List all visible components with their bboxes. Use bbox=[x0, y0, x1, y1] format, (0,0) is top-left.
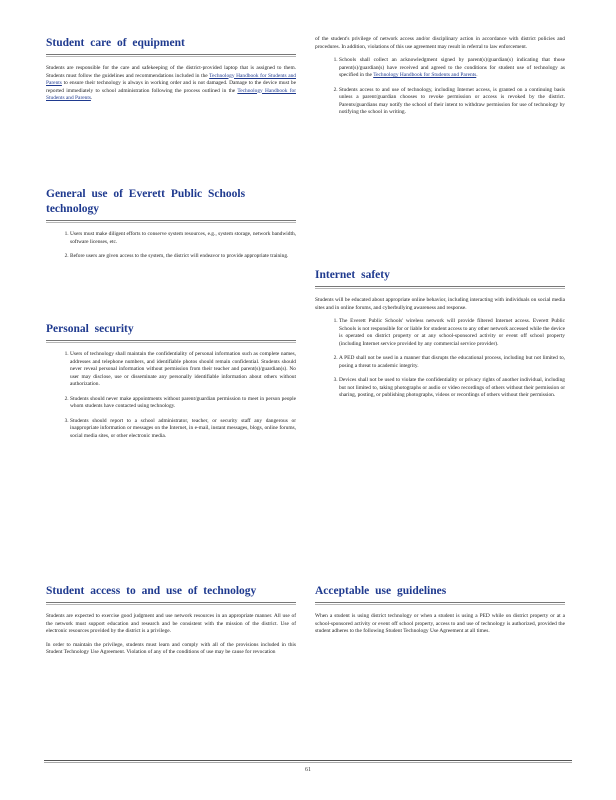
list-item: 3. Devices shall not be used to violate the confidentiality or privacy rights of another individual, including but not limited to, taking photographs or audio or video recordings of others without their permission or sharing, posting, or publishing photographs, videos or recordings of others without their permission. bbox=[339, 377, 565, 400]
section-student-access bbox=[46, 584, 296, 663]
section-continued bbox=[315, 36, 565, 124]
list-item: 2. Students access to and use of technology, including Internet access, is granted on a continuing basis unless a parent/guardian chooses to revoke permission or access is revoked by the district. Parents/guardians may notify the school of their intent to withdraw permission for use of technology by notifying the school in writing. bbox=[339, 87, 565, 117]
general-use-list bbox=[46, 231, 296, 261]
technology-handbook-link-3[interactable]: Technology Handbook for Students and Parents bbox=[373, 72, 477, 78]
list-item: 2. Students should never make appointments without parent/guardian permission to meet in person people whom students have contacted using technology. bbox=[70, 396, 296, 411]
section-personal-security bbox=[46, 322, 296, 447]
section-acceptable-use bbox=[315, 584, 565, 642]
heading-rule-light bbox=[46, 56, 296, 57]
heading-care-of-equipment: Student care of equipment bbox=[46, 37, 185, 49]
internet-safety-list bbox=[315, 318, 565, 400]
care-paragraph: Students are responsible for the care and safekeeping of the district-provided laptop that is assigned to them. Students must follow the guidelines and recommendations included in the Technology Handbook for Students and Parents to ensure their technology is always in working order and is not damaged. Damage to the device must be reported immediately to school administration following the process outlined in the Technology Handbook for Students and Parents. bbox=[46, 65, 296, 101]
heading-rule bbox=[46, 220, 296, 221]
heading-rule bbox=[315, 286, 565, 287]
heading-student-access: Student access to and use of technology bbox=[46, 585, 257, 597]
heading-personal-security: Personal security bbox=[46, 323, 134, 335]
list-item: 1. Users of technology shall maintain the confidentiality of personal information such as complete names, addresses and telephone numbers, and identifiable photos should remain confidential. Students should never reveal personal information without permission from their teacher and parent(s)/guardian(s). No user may disclose, use or disseminate any personally identifiable information about others without authorization. bbox=[70, 351, 296, 389]
heading-rule bbox=[46, 602, 296, 603]
page-number: 61 bbox=[305, 767, 311, 773]
heading-rule-light bbox=[46, 342, 296, 343]
heading-rule-light bbox=[315, 604, 565, 605]
continued-paragraph: of the student's privilege of network access and/or disciplinary action in accordance with district policies and procedures. In addition, violations of this use agreement may result in referral to law enforcement. bbox=[315, 36, 565, 50]
personal-security-list bbox=[46, 351, 296, 440]
acceptable-use-paragraph: When a student is using district technology or when a student is using a PED while on district property or at a school-sponsored activity or event off school property, access to and use of technology is authorized, provided the student adheres to the following Student Technology Use Agreement at all times. bbox=[315, 613, 565, 634]
footer-rule-light bbox=[44, 762, 572, 763]
heading-rule bbox=[46, 54, 296, 55]
heading-rule bbox=[315, 602, 565, 603]
heading-general-use: General use of Everett Public Schools technology bbox=[46, 188, 246, 215]
acknowledgment-list bbox=[315, 57, 565, 117]
heading-internet-safety: Internet safety bbox=[315, 269, 390, 281]
footer-rule bbox=[44, 760, 572, 761]
heading-rule-light bbox=[315, 288, 565, 289]
section-internet-safety bbox=[315, 268, 565, 407]
section-care-of-equipment bbox=[46, 36, 296, 109]
section-general-use bbox=[46, 187, 296, 268]
list-item: 1. Users must make diligent efforts to conserve system resources, e.g., system storage, network bandwidth, software licenses, etc. bbox=[70, 231, 296, 246]
heading-acceptable-use: Acceptable use guidelines bbox=[315, 585, 447, 597]
heading-rule bbox=[46, 340, 296, 341]
list-item: 2. A PED shall not be used in a manner that disrupts the educational process, including but not limited to, posing a threat to academic integrity. bbox=[339, 355, 565, 370]
technology-handbook-link[interactable]: Technology Handbook for Students and Parents bbox=[46, 72, 296, 86]
list-item: 2. Before users are given access to the system, the district will endeavor to provide appropriate training. bbox=[70, 253, 296, 261]
list-item: 1. Schools shall collect an acknowledgment signed by parent(s)/guardian(s) indicating that those parent(s)/guardian(s) have received and agreed to the conditions for student use of technology as specified in the Technology Handbook for Students and Parents. bbox=[339, 57, 565, 80]
access-paragraph-2: In order to maintain the privilege, students must learn and comply with all of the provisions included in this Student Technology Use Agreement. Violation of any of the conditions of use may be cause for revocation bbox=[46, 641, 296, 655]
technology-handbook-link-2[interactable]: Technology Handbook for Students and Parents bbox=[46, 87, 296, 101]
access-paragraph-1: Students are expected to exercise good judgment and use network resources in an appropriate manner. All use of the network must support education and research and be consistent with the mission of the district. Use of electronic resources provided by the district is a privilege. bbox=[46, 613, 296, 634]
internet-safety-paragraph: Students will be educated about appropriate online behavior, including interacting with individuals on social media sites and in online forums, and cyberbullying awareness and response. bbox=[315, 297, 565, 311]
list-item: 1. The Everett Public Schools' wireless network will provide filtered Internet access. Everett Public Schools is not responsible for or liable for student access to any other network accessed while the device is operated on district property or at any school-sponsored activity or event off school property (including Internet service provided by any commercial service provider). bbox=[339, 318, 565, 348]
heading-rule-light bbox=[46, 604, 296, 605]
heading-rule-light bbox=[46, 222, 296, 223]
list-item: 3. Students should report to a school administrator, teacher, or security staff any dangerous or inappropriate information or messages on the Internet, in e-mail, instant messages, blogs, online forums, social media sites, or other electronic media. bbox=[70, 418, 296, 441]
